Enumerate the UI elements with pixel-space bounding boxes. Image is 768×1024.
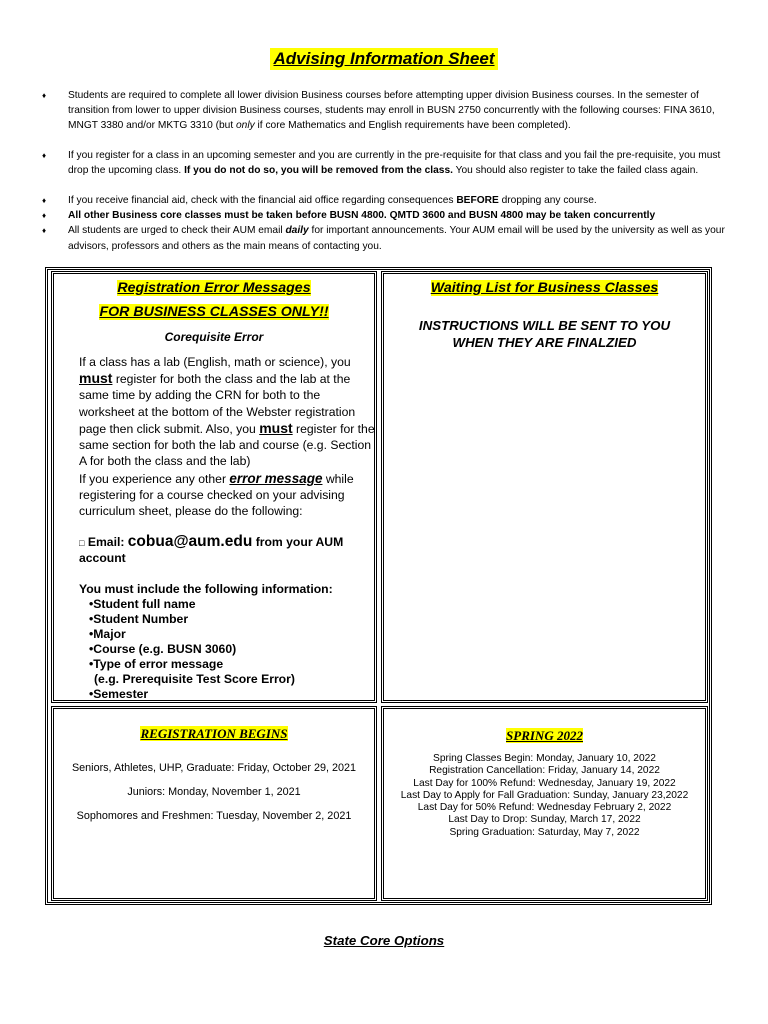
para-text: If a class has a lab (English, math or science), you bbox=[79, 355, 351, 369]
bullet-item bbox=[42, 223, 732, 253]
bullet-text: for important announcements. Your AUM email will be used by the university as well as your advisors, professors and others as the main means of contacting you. bbox=[68, 225, 725, 252]
bullet-text: Students are required to complete all lower division Business courses before attempting upper division Business courses. In the semester of transition from lower to upper division Business courses, students may enroll in BUSN 2750 concurrently with the following courses: FINA 3610, MNGT 3380 and/or MKTG 3310 (but bbox=[68, 90, 715, 132]
bullet-icon: ♦ bbox=[42, 196, 47, 205]
must-emphasis: must bbox=[259, 419, 293, 436]
list-item: •Student full name bbox=[89, 597, 196, 611]
spring-date-line: Registration Cancellation: Friday, January 14, 2022 bbox=[429, 765, 660, 777]
bullet-icon: ♦ bbox=[42, 151, 47, 160]
state-core-title: State Core Options bbox=[323, 933, 445, 948]
spring-heading: SPRING 2022 bbox=[506, 728, 583, 743]
bullet-emphasis: daily bbox=[285, 225, 309, 237]
bullet-emphasis: BEFORE bbox=[456, 195, 499, 206]
bullet-text: if core Mathematics and English requirements have been completed). bbox=[254, 120, 571, 132]
advising-bullets bbox=[42, 88, 732, 254]
spring-dates bbox=[384, 753, 705, 839]
bullet-item bbox=[42, 88, 732, 148]
registration-errors-panel bbox=[51, 271, 377, 703]
reg-errors-subheading: FOR BUSINESS CLASSES ONLY!! bbox=[99, 304, 329, 320]
corequisite-title: Corequisite Error bbox=[164, 330, 264, 344]
bullet-text: All students are urged to check their AUM email bbox=[68, 225, 286, 237]
spring-calendar-panel bbox=[381, 706, 708, 901]
bullet-item bbox=[42, 193, 732, 208]
bullet-text: All other Business core classes must be taken before BUSN 4800. QMTD 3600 and BUSN 4800 may be taken concurrently bbox=[68, 210, 656, 222]
registration-begins-panel bbox=[51, 706, 377, 901]
reg-errors-heading: Registration Error Messages bbox=[117, 280, 311, 296]
bullet-emphasis: only bbox=[235, 120, 255, 132]
bullet-text: If you receive financial aid, check with the financial aid office regarding consequences bbox=[68, 195, 457, 206]
registration-begins-heading: REGISTRATION BEGINS bbox=[140, 726, 288, 741]
spring-date-line: Last Day to Drop: Sunday, March 17, 2022 bbox=[448, 814, 641, 826]
list-item: •Course (e.g. BUSN 3060) bbox=[89, 642, 237, 656]
para-text: while registering for a course checked on your advising curriculum sheet, please do the following: bbox=[79, 472, 354, 519]
list-item: •Student Number bbox=[89, 612, 189, 626]
registration-juniors: Juniors: Monday, November 1, 2021 bbox=[127, 786, 301, 798]
required-info-title: You must include the following information: bbox=[79, 582, 333, 596]
waiting-list-heading: Waiting List for Business Classes bbox=[430, 280, 659, 296]
corequisite-text bbox=[79, 354, 375, 469]
registration-sophomores: Sophomores and Freshmen: Tuesday, November 2, 2021 bbox=[76, 810, 352, 822]
email-label: Email: bbox=[87, 535, 125, 549]
bullet-item bbox=[42, 208, 732, 223]
bullet-icon: ♦ bbox=[42, 91, 47, 100]
checkbox-icon: □ bbox=[79, 538, 85, 548]
other-error-text bbox=[79, 471, 375, 520]
required-info bbox=[79, 582, 375, 702]
para-text: register for both the class and the lab at the same time by adding the CRN for both to the worksheet at the bottom of the Webster registration page then click submit. Also, you bbox=[79, 372, 356, 436]
bullet-text: You should also register to take the failed class again. bbox=[452, 165, 699, 177]
email-address: cobua@aum.edu bbox=[127, 533, 253, 550]
spring-date-line: Last Day for 100% Refund: Wednesday, January 19, 2022 bbox=[413, 777, 676, 789]
bullet-item bbox=[42, 148, 732, 193]
email-suffix: from your AUM account bbox=[79, 535, 344, 565]
para-text: If you experience any other bbox=[79, 472, 230, 486]
must-emphasis: must bbox=[79, 370, 113, 387]
list-item: •Type of error message bbox=[89, 657, 224, 671]
list-item: (e.g. Prerequisite Test Score Error) bbox=[94, 672, 295, 686]
bullet-icon: ♦ bbox=[42, 211, 47, 221]
list-item: •Semester bbox=[89, 687, 149, 701]
spring-date-line: Last Day for 50% Refund: Wednesday February 2, 2022 bbox=[417, 802, 672, 814]
email-instruction bbox=[79, 534, 375, 566]
para-text: register for the same section for both the lab and course (e.g. Section A for both the class and the lab) bbox=[79, 421, 375, 469]
spring-date-line: Last Day to Apply for Fall Graduation: Sunday, January 23,2022 bbox=[400, 789, 689, 801]
bullet-emphasis: If you do not do so, you will be removed from the class. bbox=[184, 165, 453, 177]
list-item: •Major bbox=[89, 627, 126, 641]
bullet-text: dropping any course. bbox=[498, 195, 597, 206]
bullet-text: If you register for a class in an upcoming semester and you are currently in the pre-requisite for that class and you fail the pre-requisite, you must drop the upcoming class. bbox=[68, 150, 721, 177]
bullet-icon: ♦ bbox=[42, 226, 47, 236]
title-wrap bbox=[0, 48, 768, 70]
footer-wrap bbox=[0, 932, 768, 950]
waiting-list-panel bbox=[381, 271, 708, 703]
waiting-list-instructions: INSTRUCTIONS WILL BE SENT TO YOU WHEN THEY ARE FINALZIED bbox=[418, 318, 671, 350]
error-emphasis: error message bbox=[229, 471, 323, 486]
registration-seniors: Seniors, Athletes, UHP, Graduate: Friday, October 29, 2021 bbox=[71, 762, 357, 774]
page-title: Advising Information Sheet bbox=[270, 48, 497, 70]
spring-date-line: Spring Graduation: Saturday, May 7, 2022 bbox=[449, 826, 640, 838]
spring-date-line: Spring Classes Begin: Monday, January 10, 2022 bbox=[433, 753, 656, 764]
